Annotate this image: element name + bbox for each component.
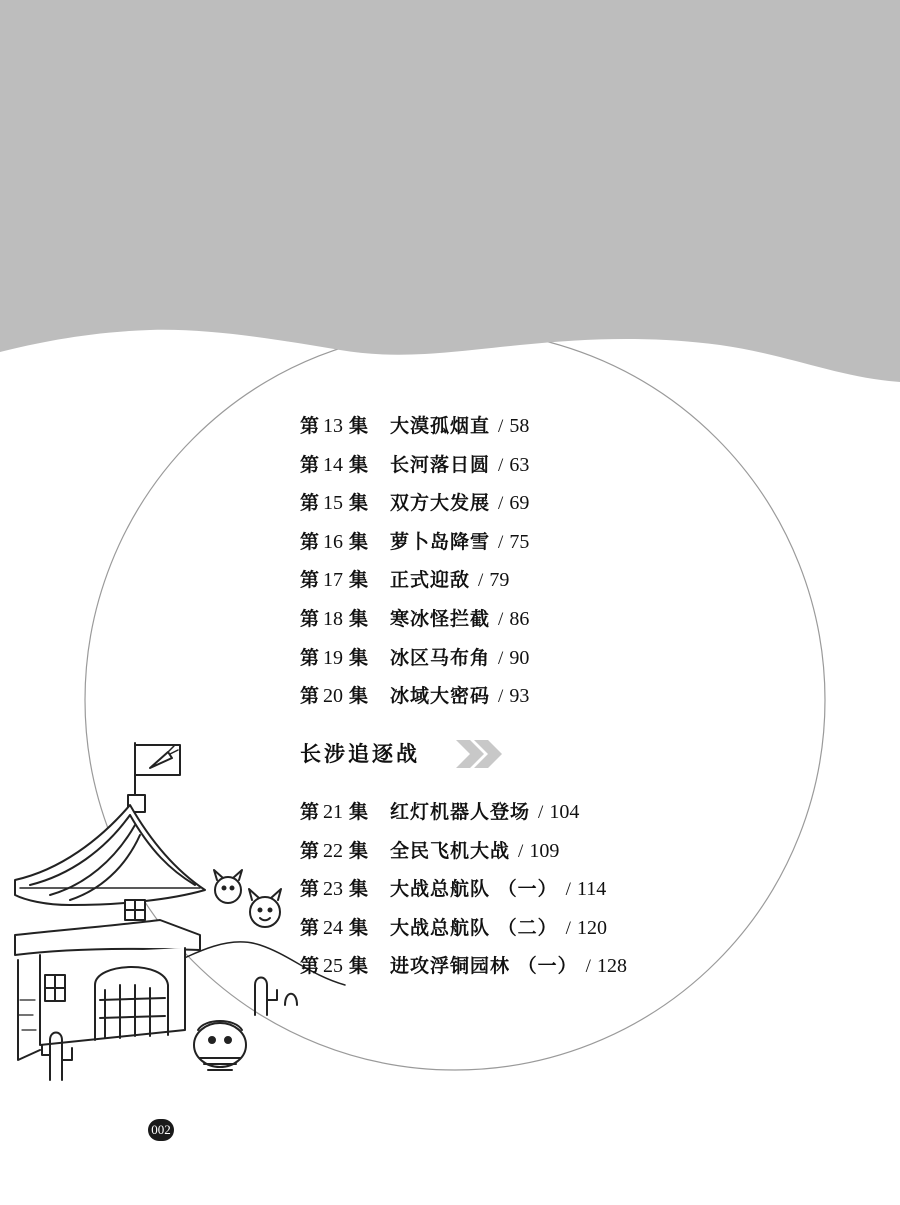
episode-prefix: 第	[300, 917, 320, 939]
episode-number: 14	[323, 454, 344, 476]
separator-slash: /	[498, 532, 504, 553]
episode-prefix: 第	[300, 685, 320, 707]
episode-title: 萝卜岛降雪	[390, 531, 491, 553]
cartoon-castle-illustration	[15, 743, 345, 1080]
episode-suffix: 集	[349, 801, 369, 823]
page-ref: 79	[489, 569, 510, 591]
episode-suffix: 集	[349, 878, 369, 900]
toc-entry[interactable]	[300, 411, 529, 441]
episode-number: 20	[323, 685, 344, 707]
separator-slash: /	[565, 879, 571, 900]
separator-slash: /	[478, 570, 484, 591]
episode-suffix: 集	[349, 454, 369, 476]
separator-slash: /	[498, 455, 504, 476]
separator-slash: /	[498, 416, 504, 437]
separator-slash: /	[498, 609, 504, 630]
episode-title: 红灯机器人登场	[390, 801, 531, 823]
toc-entry[interactable]	[300, 604, 529, 634]
episode-title: 长河落日圆	[390, 454, 491, 476]
episode-prefix: 第	[300, 415, 320, 437]
toc-entry[interactable]	[300, 797, 579, 827]
page-ref: 104	[549, 801, 580, 823]
episode-title: 进攻浮铜园林 （一）	[390, 955, 578, 977]
page-ref: 69	[509, 492, 530, 514]
toc-entry[interactable]	[300, 681, 529, 711]
separator-slash: /	[538, 802, 544, 823]
toc-entry[interactable]	[300, 836, 559, 866]
separator-slash: /	[498, 493, 504, 514]
episode-prefix: 第	[300, 801, 320, 823]
episode-suffix: 集	[349, 492, 369, 514]
episode-title: 正式迎敌	[390, 569, 471, 591]
page-ref: 75	[509, 531, 530, 553]
episode-number: 21	[323, 801, 344, 823]
episode-title: 双方大发展	[390, 492, 491, 514]
episode-number: 13	[323, 415, 344, 437]
page-ref: 120	[576, 917, 607, 939]
episode-number: 17	[323, 569, 344, 591]
toc-entry[interactable]	[300, 488, 529, 518]
page-ref: 93	[509, 685, 530, 707]
episode-suffix: 集	[349, 608, 369, 630]
page-ref: 86	[509, 608, 530, 630]
episode-suffix: 集	[349, 647, 369, 669]
episode-prefix: 第	[300, 569, 320, 591]
episode-number: 25	[323, 955, 344, 977]
episode-prefix: 第	[300, 878, 320, 900]
separator-slash: /	[498, 686, 504, 707]
double-chevron-right-icon	[456, 740, 502, 768]
section-heading: 长涉追逐战	[300, 742, 420, 766]
episode-title: 冰区马布角	[390, 647, 491, 669]
header-band	[0, 0, 900, 382]
episode-suffix: 集	[349, 840, 369, 862]
page-ref: 128	[596, 955, 627, 977]
episode-title: 大漠孤烟直	[390, 415, 491, 437]
episode-prefix: 第	[300, 531, 320, 553]
carrot-flag-icon	[135, 745, 180, 775]
page-number: 002	[148, 1119, 174, 1141]
page-ref: 114	[576, 878, 607, 900]
episode-number: 19	[323, 647, 344, 669]
episode-prefix: 第	[300, 647, 320, 669]
episode-prefix: 第	[300, 955, 320, 977]
toc-entry[interactable]	[300, 913, 607, 943]
toc-entry[interactable]	[300, 951, 627, 981]
episode-title: 寒冰怪拦截	[390, 608, 491, 630]
episode-number: 15	[323, 492, 344, 514]
episode-prefix: 第	[300, 492, 320, 514]
episode-number: 16	[323, 531, 344, 553]
episode-title: 全民飞机大战	[390, 840, 511, 862]
page-ref: 63	[509, 454, 530, 476]
toc-entry[interactable]	[300, 450, 529, 480]
episode-prefix: 第	[300, 608, 320, 630]
toc-entry[interactable]	[300, 874, 606, 904]
episode-number: 18	[323, 608, 344, 630]
episode-suffix: 集	[349, 917, 369, 939]
separator-slash: /	[565, 918, 571, 939]
episode-suffix: 集	[349, 955, 369, 977]
toc-entry[interactable]	[300, 643, 529, 673]
episode-prefix: 第	[300, 454, 320, 476]
separator-slash: /	[498, 648, 504, 669]
episode-suffix: 集	[349, 685, 369, 707]
page-ref: 109	[529, 840, 560, 862]
episode-suffix: 集	[349, 569, 369, 591]
episode-number: 23	[323, 878, 344, 900]
episode-prefix: 第	[300, 840, 320, 862]
toc-entry[interactable]	[300, 527, 529, 557]
page-ref: 58	[509, 415, 530, 437]
episode-title: 冰域大密码	[390, 685, 491, 707]
episode-number: 24	[323, 917, 344, 939]
separator-slash: /	[585, 956, 591, 977]
episode-suffix: 集	[349, 531, 369, 553]
episode-number: 22	[323, 840, 344, 862]
page-ref: 90	[509, 647, 530, 669]
episode-title: 大战总航队 （一）	[390, 878, 558, 900]
episode-suffix: 集	[349, 415, 369, 437]
separator-slash: /	[518, 841, 524, 862]
toc-entry[interactable]	[300, 565, 509, 595]
episode-title: 大战总航队 （二）	[390, 917, 558, 939]
